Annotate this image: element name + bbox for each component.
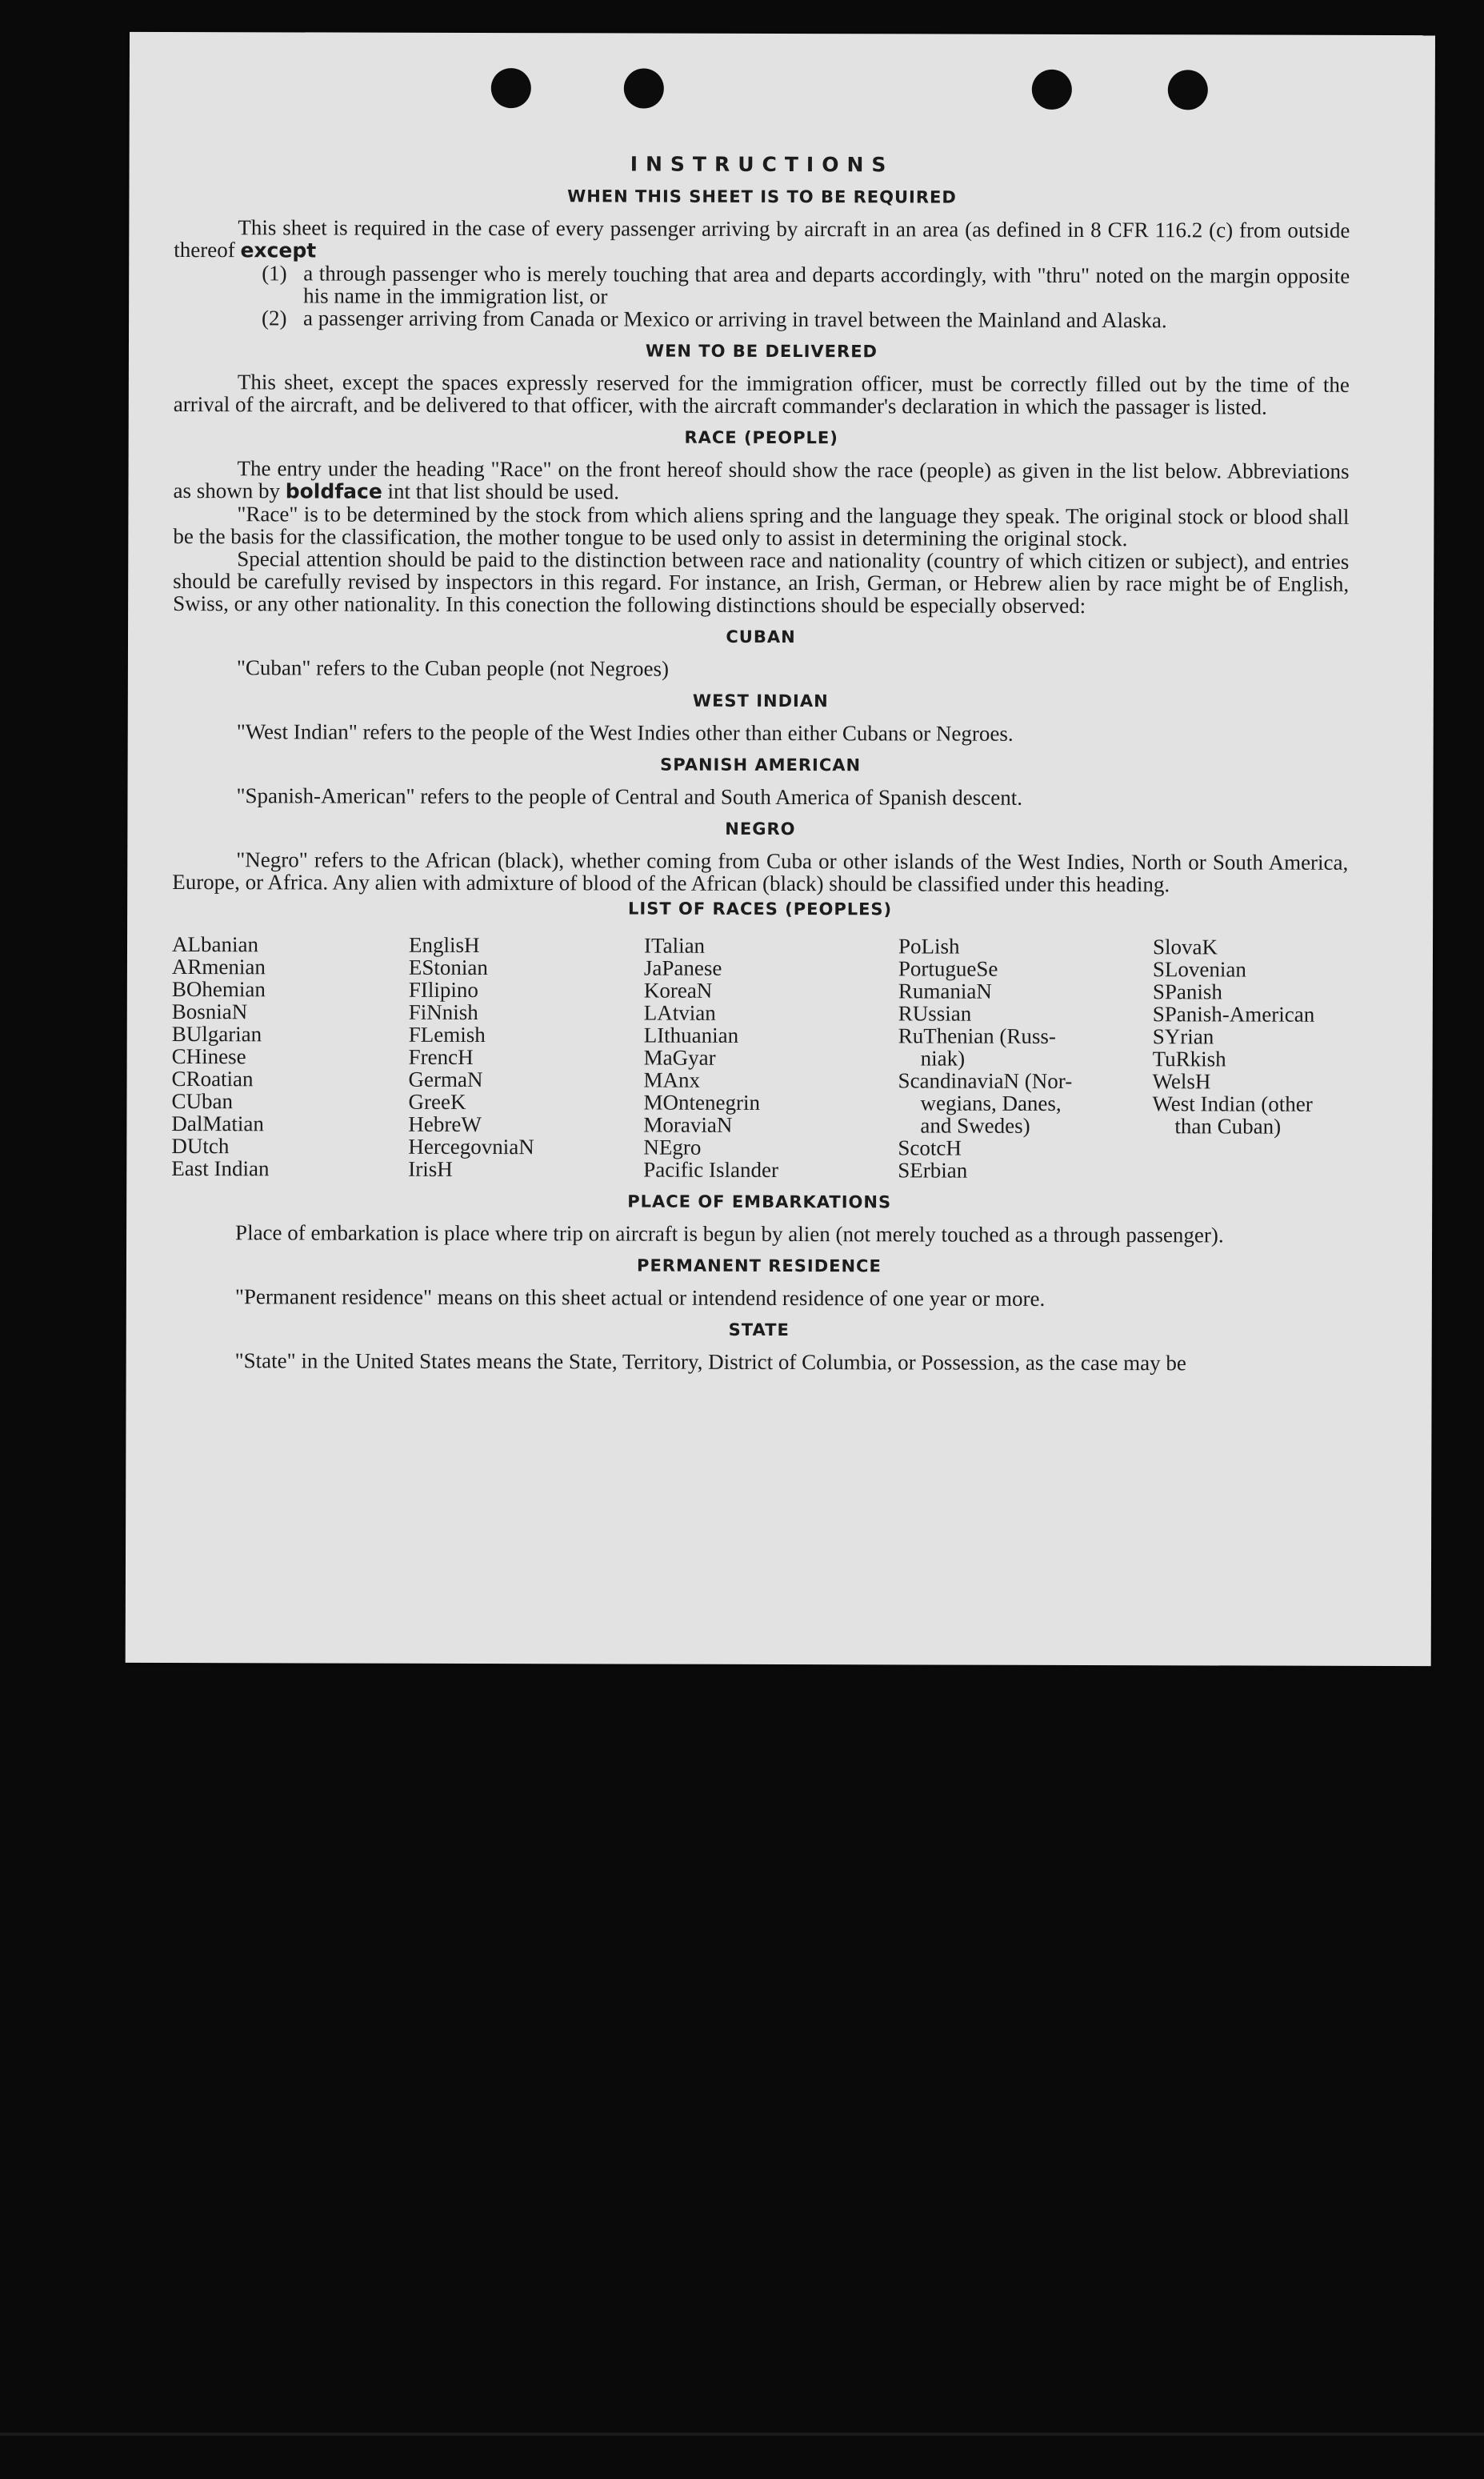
race-item: DUtch xyxy=(171,1134,230,1159)
races-column xyxy=(171,933,409,1180)
paragraph-delivered: This sheet, except the spaces expressly reserved for the immigration officer, must be correctly filled out by the time of the arrival of the aircraft, and be delivered to that officer, with the aircraft commander's declaration in which the passager is listed. xyxy=(173,370,1350,419)
heading-when-required: WHEN THIS SHEET IS TO BE REQUIRED xyxy=(567,186,957,207)
race-item: FIlipino xyxy=(408,977,478,1003)
race-item: West Indian (other xyxy=(1152,1091,1313,1116)
paragraph-cuban: "Cuban" refers to the Cuban people (not Negroes) xyxy=(236,655,670,681)
punch-hole xyxy=(624,68,664,108)
race-item: wegians, Danes, xyxy=(920,1091,1062,1115)
heading-state: STATE xyxy=(728,1320,790,1340)
race-item: CRoatian xyxy=(171,1067,254,1091)
bold-except: except xyxy=(240,238,317,262)
race-item: BOhemian xyxy=(171,977,266,1002)
race-item: IrisH xyxy=(408,1156,453,1181)
race-item: SPanish-American xyxy=(1152,1002,1315,1027)
paragraph-required: This sheet is required in the case of every passenger arriving by aircraft in an area (as defined in 8 CFR 116.2 (c) from outside thereof except xyxy=(174,215,1350,262)
race-item: JaPanese xyxy=(643,955,722,980)
paragraph-residence: "Permanent residence" means on this sheet actual or intendend residence of one year or more. xyxy=(234,1284,1046,1311)
race-item: FiNnish xyxy=(408,999,478,1025)
race-item: NEgro xyxy=(643,1135,702,1159)
paragraph-negro: "Negro" refers to the African (black), whether coming from Cuba or other islands of the West Indies, North or South America, Europe, or Africa. Any alien with admixture of blood of the African (black) should be classified under this heading. xyxy=(172,847,1349,897)
punch-hole xyxy=(1032,70,1072,110)
races-column xyxy=(898,935,1153,1182)
heading-spanish-american: SPANISH AMERICAN xyxy=(660,755,862,775)
race-item: niak) xyxy=(920,1046,966,1071)
race-item: SYrian xyxy=(1152,1024,1214,1049)
race-item: TuRkish xyxy=(1152,1047,1226,1071)
race-item: ITalian xyxy=(643,933,706,958)
paragraph-race-2: "Race" is to be determined by the stock from which aliens spring and the language they speak. The original stock or blood shall be the basis for the classification, the mother tongue to be used only to assist in determining the original stock. xyxy=(173,502,1350,551)
paragraph-race-1: The entry under the heading "Race" on the front hereof should show the race (people) as given in the list below. Abbreviations as shown by boldface int that list should be used. xyxy=(173,456,1350,504)
race-item: MaGyar xyxy=(643,1045,716,1070)
list-item-1: (1) a through passenger who is merely touching that area and departs accordingly, with "thru" noted on the margin opposite his name in the immigration list, or xyxy=(262,261,1350,309)
race-item: MoraviaN xyxy=(643,1112,733,1137)
heading-place-of-embarkation: PLACE OF EMBARKATIONS xyxy=(627,1191,892,1212)
race-item: LIthuanian xyxy=(643,1023,739,1047)
race-item: RuThenian (Russ- xyxy=(898,1023,1056,1048)
race-item: RUssian xyxy=(898,1001,972,1026)
race-item: SLovenian xyxy=(1152,957,1246,982)
paragraph-state: "State" in the United States means the State, Territory, District of Columbia, or Possession, as the case may be xyxy=(234,1348,1186,1376)
paragraph-spanish-american: "Spanish-American" refers to the people of Central and South America of Spanish descent. xyxy=(236,783,1023,810)
race-item: EnglisH xyxy=(408,932,480,958)
race-item: EStonian xyxy=(408,955,488,980)
heading-west-indian: WEST INDIAN xyxy=(692,691,829,711)
list-item-2: (2) a passenger arriving from Canada or Mexico or arriving in travel between the Mainland and Alaska. xyxy=(262,306,1167,333)
race-item: RumaniaN xyxy=(898,979,992,1003)
document-sheet xyxy=(126,32,1435,1666)
race-item: GreeK xyxy=(408,1089,466,1114)
paragraph-embarkation: Place of embarkation is place where trip on aircraft is begun by alien (not merely touched as a through passenger). xyxy=(235,1220,1224,1248)
race-item: ScandinaviaN (Nor- xyxy=(898,1068,1073,1093)
race-item: HebreW xyxy=(408,1111,482,1137)
races-table xyxy=(171,933,1348,1183)
race-item: HercegovniaN xyxy=(408,1134,534,1159)
race-item: FrencH xyxy=(408,1044,474,1069)
race-item: ScotcH xyxy=(898,1135,962,1160)
race-item: LAtvian xyxy=(643,1000,716,1025)
heading-when-delivered: WEN TO BE DELIVERED xyxy=(645,341,878,362)
race-item: PoLish xyxy=(898,934,960,959)
bold-boldface: boldface xyxy=(285,479,382,503)
race-item: PortugueSe xyxy=(898,956,998,981)
paragraph-race-3: Special attention should be paid to the distinction between race and nationality (country of which citizen or subject), and entries should be carefully revised by inspectors in this regard. For instance, an Irish, German, or Hebrew alien by race might be of English, Swiss, or any other nationality. In this conection the following distinctions should be especially observed: xyxy=(173,547,1350,618)
race-item: GermaN xyxy=(408,1067,483,1092)
heading-race: RACE (PEOPLE) xyxy=(684,427,838,448)
race-item: CUban xyxy=(171,1089,234,1114)
race-item: WelsH xyxy=(1152,1069,1211,1094)
race-item: Pacific Islander xyxy=(643,1157,778,1182)
page-title: INSTRUCTIONS xyxy=(630,152,894,177)
heading-list-of-races: LIST OF RACES (PEOPLES) xyxy=(628,899,893,919)
race-item: BosniaN xyxy=(171,999,248,1024)
scan-edge-line xyxy=(0,2433,1484,2436)
race-item: SPanish xyxy=(1152,979,1222,1004)
race-item: SErbian xyxy=(898,1158,968,1183)
race-item: than Cuban) xyxy=(1174,1114,1282,1139)
race-item: MOntenegrin xyxy=(643,1090,761,1115)
race-item: and Swedes) xyxy=(920,1113,1030,1138)
paragraph-west-indian: "West Indian" refers to the people of the West Indies other than either Cubans or Negroes. xyxy=(236,719,1014,746)
race-item: FLemish xyxy=(408,1022,486,1047)
heading-permanent-residence: PERMANENT RESIDENCE xyxy=(637,1256,882,1276)
race-item: SlovaK xyxy=(1152,935,1218,959)
instructions-body xyxy=(171,152,1350,1375)
races-column xyxy=(1152,935,1348,1183)
heading-negro: NEGRO xyxy=(725,819,796,839)
heading-cuban: CUBAN xyxy=(726,627,796,647)
race-item: ALbanian xyxy=(171,932,259,957)
race-item: DalMatian xyxy=(171,1111,264,1136)
races-column xyxy=(643,935,898,1182)
race-item: CHinese xyxy=(171,1044,246,1069)
race-item: BUlgarian xyxy=(171,1022,262,1047)
race-item: East Indian xyxy=(171,1156,270,1181)
race-item: MAnx xyxy=(643,1067,701,1092)
punch-hole xyxy=(1168,70,1208,110)
punch-hole xyxy=(491,68,531,108)
race-item: KoreaN xyxy=(643,978,713,1003)
races-column xyxy=(408,934,644,1181)
race-item: ARmenian xyxy=(171,955,266,979)
